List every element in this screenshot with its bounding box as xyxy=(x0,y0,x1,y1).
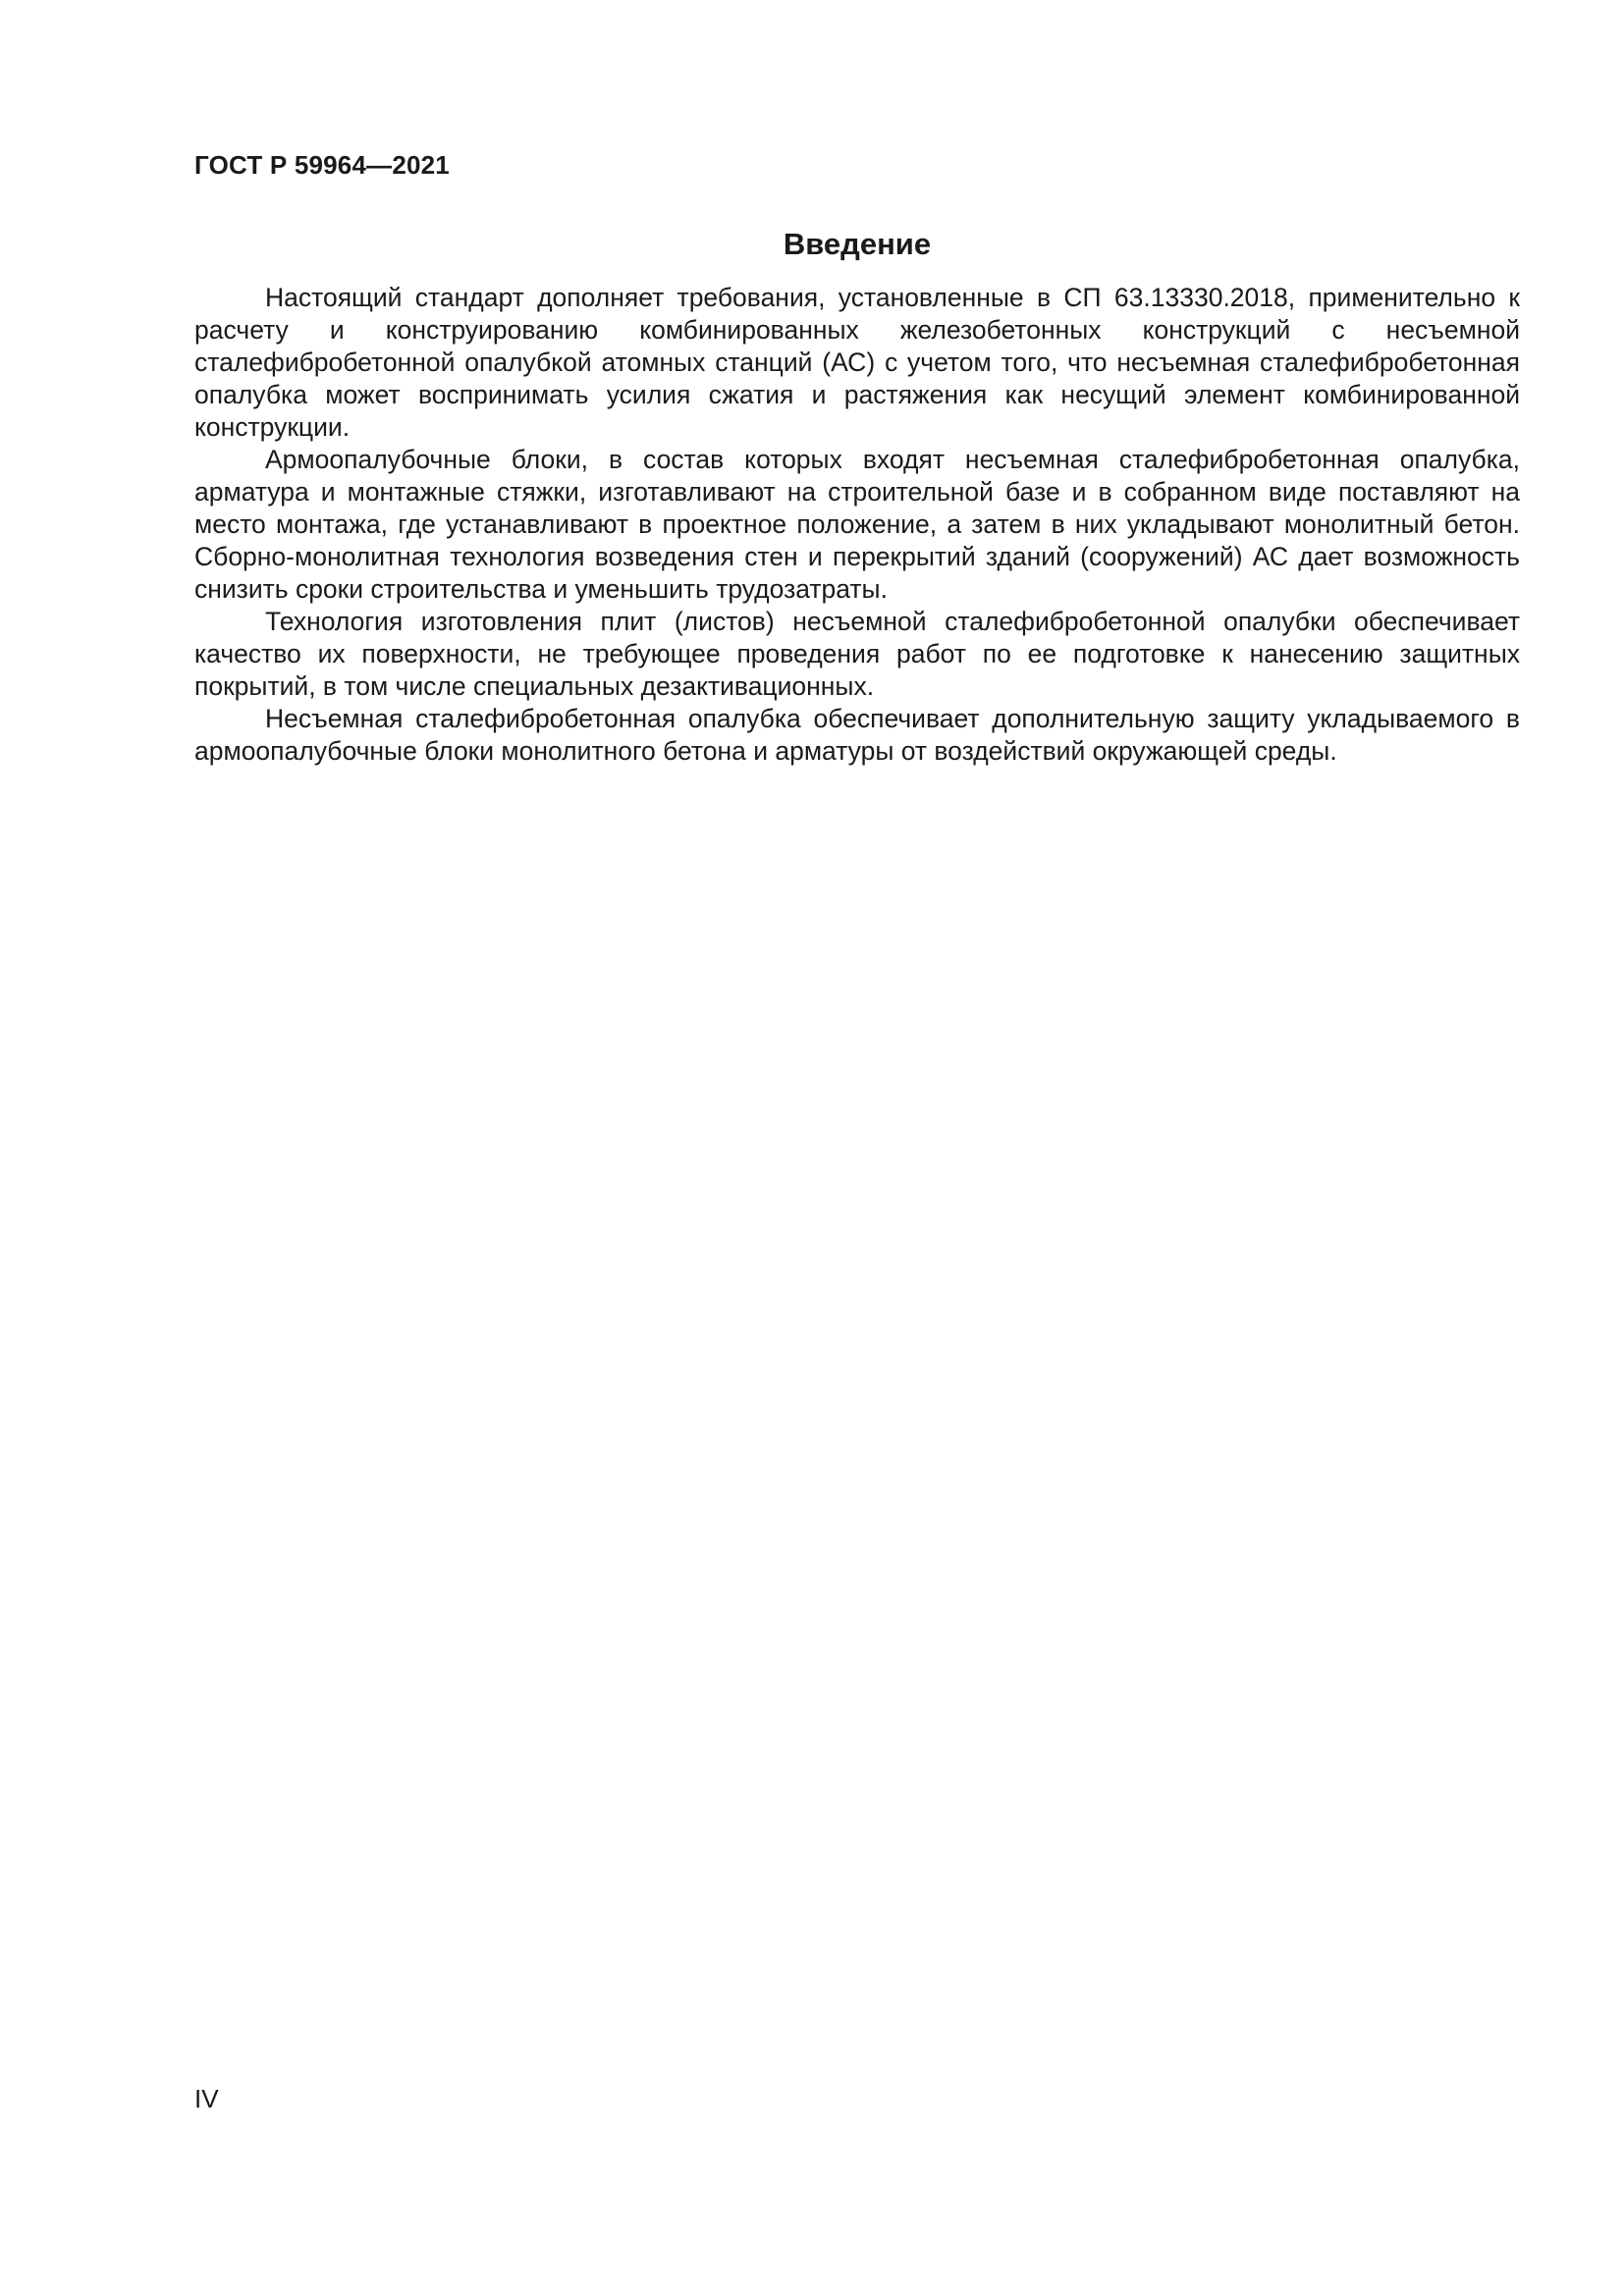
paragraph: Настоящий стандарт дополняет требования, установленные в СП 63.13330.2018, применительно к расчету и конструированию комбинированных железобетонных конструкций с несъемной сталефибробетонной опалубкой атомных станций (АС) с учетом того, что несъемная сталефибробетонная опалубка может воспринимать усилия сжатия и растяжения как несущий элемент комбинированной конструкции. xyxy=(194,283,1520,442)
section-title: Введение xyxy=(783,227,932,261)
body-text xyxy=(194,282,1520,768)
paragraph: Технология изготовления плит (листов) несъемной сталефибробетонной опалубки обеспечивает качество их поверхности, не требующее проведения работ по ее подготовке к нанесению защитных покрытий, в том числе специальных дезактивационных. xyxy=(194,607,1520,701)
page-number: IV xyxy=(194,2084,219,2113)
paragraph: Армоопалубочные блоки, в состав которых входят несъемная сталефибробетонная опалубка, арматура и монтажные стяжки, изготавливают на строительной базе и в собранном виде поставляют на место монтажа, где устанавливают в проектное положение, а затем в них укладывают монолитный бетон. Сборно-монолитная технология возведения стен и перекрытий зданий (сооружений) АС дает возможность снизить сроки строительства и уменьшить трудозатраты. xyxy=(194,445,1520,604)
document-header: ГОСТ Р 59964—2021 xyxy=(194,150,450,180)
paragraph: Несъемная сталефибробетонная опалубка обеспечивает дополнительную защиту укладываемого в армоопалубочные блоки монолитного бетона и арматуры от воздействий окружающей среды. xyxy=(194,704,1520,766)
